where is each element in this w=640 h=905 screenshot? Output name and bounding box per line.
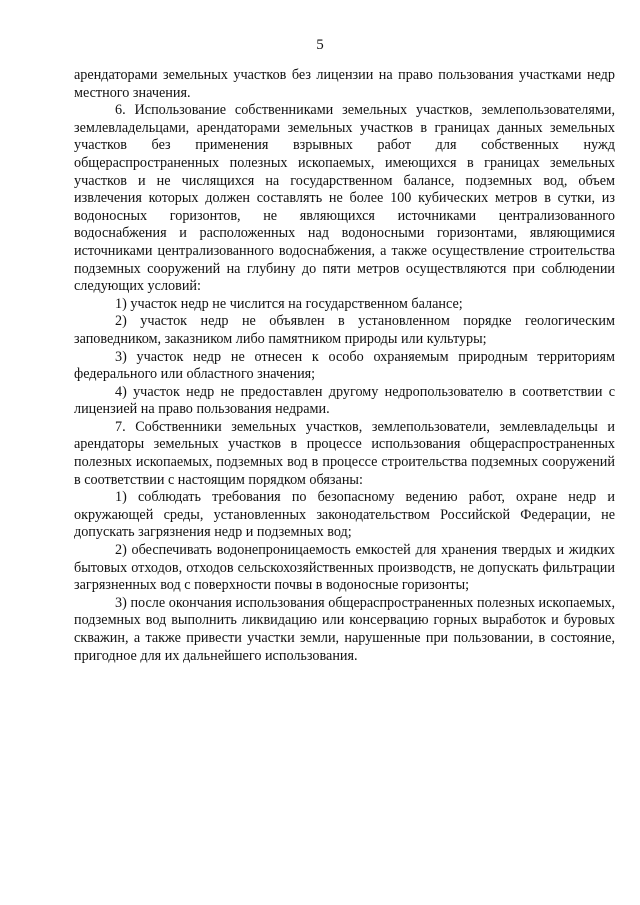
paragraph-condition-1: 1) участок недр не числится на государственном балансе; xyxy=(115,295,463,312)
paragraph-condition-3: 3) участок недр не отнесен к особо охраняемым природным территориям федерального или областного значения; xyxy=(74,348,615,383)
paragraph-item-7: 7. Собственники земельных участков, землепользователи, землевладельцы и арендаторы земельных участков в процессе использования общераспространенных полезных ископаемых, подземных вод в процессе строительства подземных сооружений в соответствии с настоящим порядком обязаны: xyxy=(74,418,615,488)
paragraph-condition-2: 2) участок недр не объявлен в установленном порядке геологическим заповедником, заказником либо памятником природы или культуры; xyxy=(74,313,615,347)
paragraph-continuation: арендаторами земельных участков без лицензии на право пользования участками недр местного значения. xyxy=(74,67,615,101)
paragraph-obligation-1: 1) соблюдать требования по безопасному ведению работ, охране недр и окружающей среды, установленных законодательством Российской Федерации, не допускать загрязнения недр и подземных вод; xyxy=(74,489,615,541)
paragraph-item-6: 6. Использование собственниками земельных участков, землепользователями, землевладельцами, арендаторами земельных участков в границах данных земельных участков без применения взрывных работ для собственных нужд общераспространенных полезных ископаемых, имеющихся в границах земельных участков и не числящихся на государственном балансе, подземных вод, объем извлечения которых должен составлять не более 100 кубических метров в сутки, из водоносных горизонтов, не являющихся источниками централизованного водоснабжения и расположенных над водоносными горизонтами, являющимися источниками централизованного водоснабжения, а также осуществление строительства подземных сооружений на глубину до пяти метров осуществляются при соблюдении следующих условий: xyxy=(74,102,615,295)
page-number: 5 xyxy=(316,37,324,53)
paragraph-condition-4: 4) участок недр не предоставлен другому недропользователю в соответствии с лицензией на право пользования недрами. xyxy=(74,383,615,418)
paragraph-obligation-2: 2) обеспечивать водонепроницаемость емкостей для хранения твердых и жидких бытовых отходов, отходов сельскохозяйственных производств, не допускать фильтрации загрязненных вод с поверхности почвы в водоносные горизонты; xyxy=(74,542,615,594)
document-body xyxy=(74,67,615,665)
paragraph-obligation-3: 3) после окончания использования общераспространенных полезных ископаемых, подземных вод выполнить ликвидацию или консервацию горных выработок и буровых скважин, а также привести участки земли, нарушенные при пользовании, в состояние, пригодное для их дальнейшего использования. xyxy=(74,594,615,664)
